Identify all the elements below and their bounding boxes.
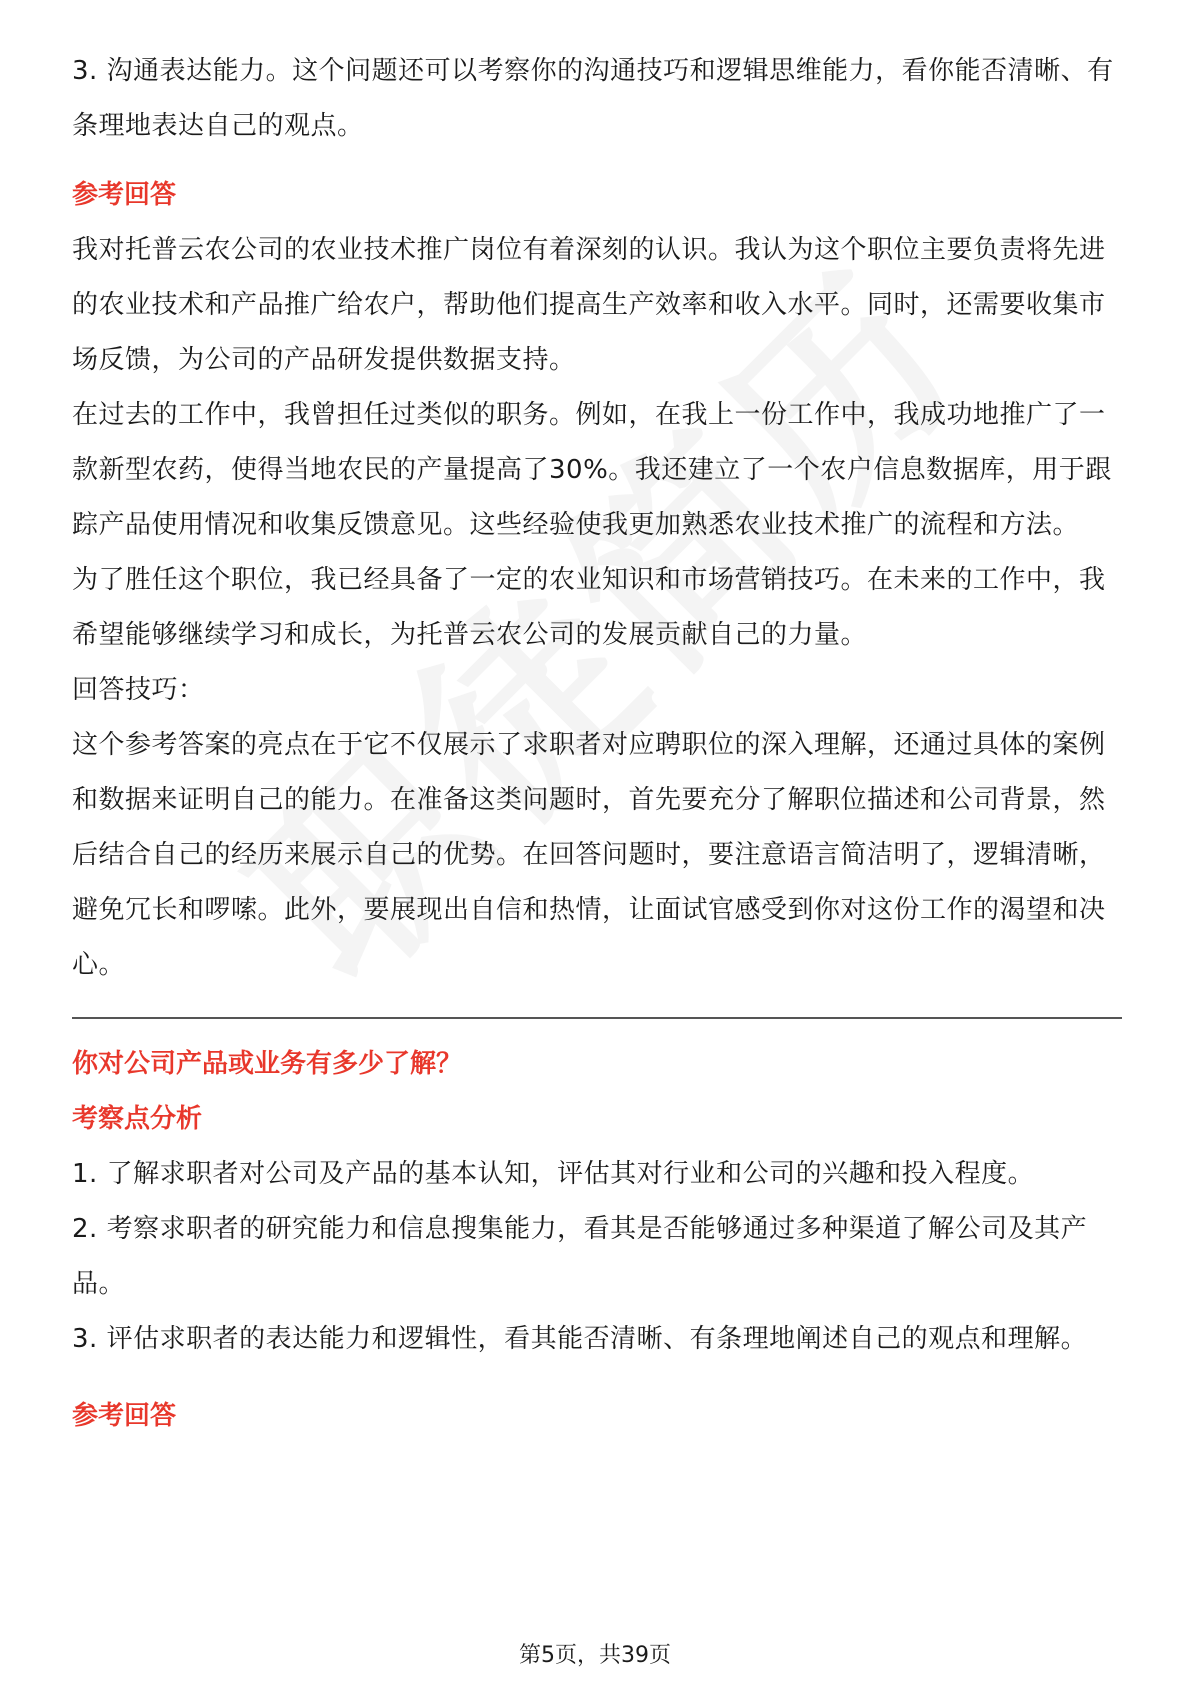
analysis-heading: 考察点分析 [72,1104,203,1134]
document-page [72,44,1122,1444]
analysis-point-3b: 3. 评估求职者的表达能力和逻辑性，看其能否清晰、有条理地阐述自己的观点和理解。 [72,1324,1088,1354]
question-title: 你对公司产品或业务有多少了解？ [72,1049,463,1079]
tips-label: 回答技巧： [72,675,205,705]
analysis-point-3: 3. 沟通表达能力。这个问题还可以考察你的沟通技巧和逻辑思维能力，看你能否清晰、有条理地表达自己的观点。 [72,56,1114,141]
answer-paragraph-3: 为了胜任这个职位，我已经具备了一定的农业知识和市场营销技巧。在未来的工作中，我希望能够继续学习和成长，为托普云农公司的发展贡献自己的力量。 [72,565,1106,650]
analysis-point-1: 1. 了解求职者对公司及产品的基本认知，评估其对行业和公司的兴趣和投入程度。 [72,1159,1035,1189]
answer-paragraph-1: 我对托普云农公司的农业技术推广岗位有着深刻的认识。我认为这个职位主要负责将先进的农业技术和产品推广给农户，帮助他们提高生产效率和收入水平。同时，还需要收集市场反馈，为公司的产品研发提供数据支持。 [72,235,1106,375]
page-number: 第5页，共39页 [519,1643,671,1668]
reference-answer-heading: 参考回答 [72,180,177,210]
answer-paragraph-2: 在过去的工作中，我曾担任过类似的职务。例如，在我上一份工作中，我成功地推广了一款新型农药，使得当地农民的产量提高了30%。我还建立了一个农户信息数据库，用于跟踪产品使用情况和收集反馈意见。这些经验使我更加熟悉农业技术推广的流程和方法。 [72,400,1112,540]
analysis-point-2: 2. 考察求职者的研究能力和信息搜集能力，看其是否能够通过多种渠道了解公司及其产品。 [72,1214,1088,1299]
section-divider [72,1017,1122,1019]
tips-text: 这个参考答案的亮点在于它不仅展示了求职者对应聘职位的深入理解，还通过具体的案例和数据来证明自己的能力。在准备这类问题时，首先要充分了解职位描述和公司背景，然后结合自己的经历来展示自己的优势。在回答问题时，要注意语言简洁明了，逻辑清晰，避免冗长和啰嗦。此外，要展现出自信和热情，让面试官感受到你对这份工作的渴望和决心。 [72,730,1106,980]
reference-answer-heading-2: 参考回答 [72,1401,177,1431]
